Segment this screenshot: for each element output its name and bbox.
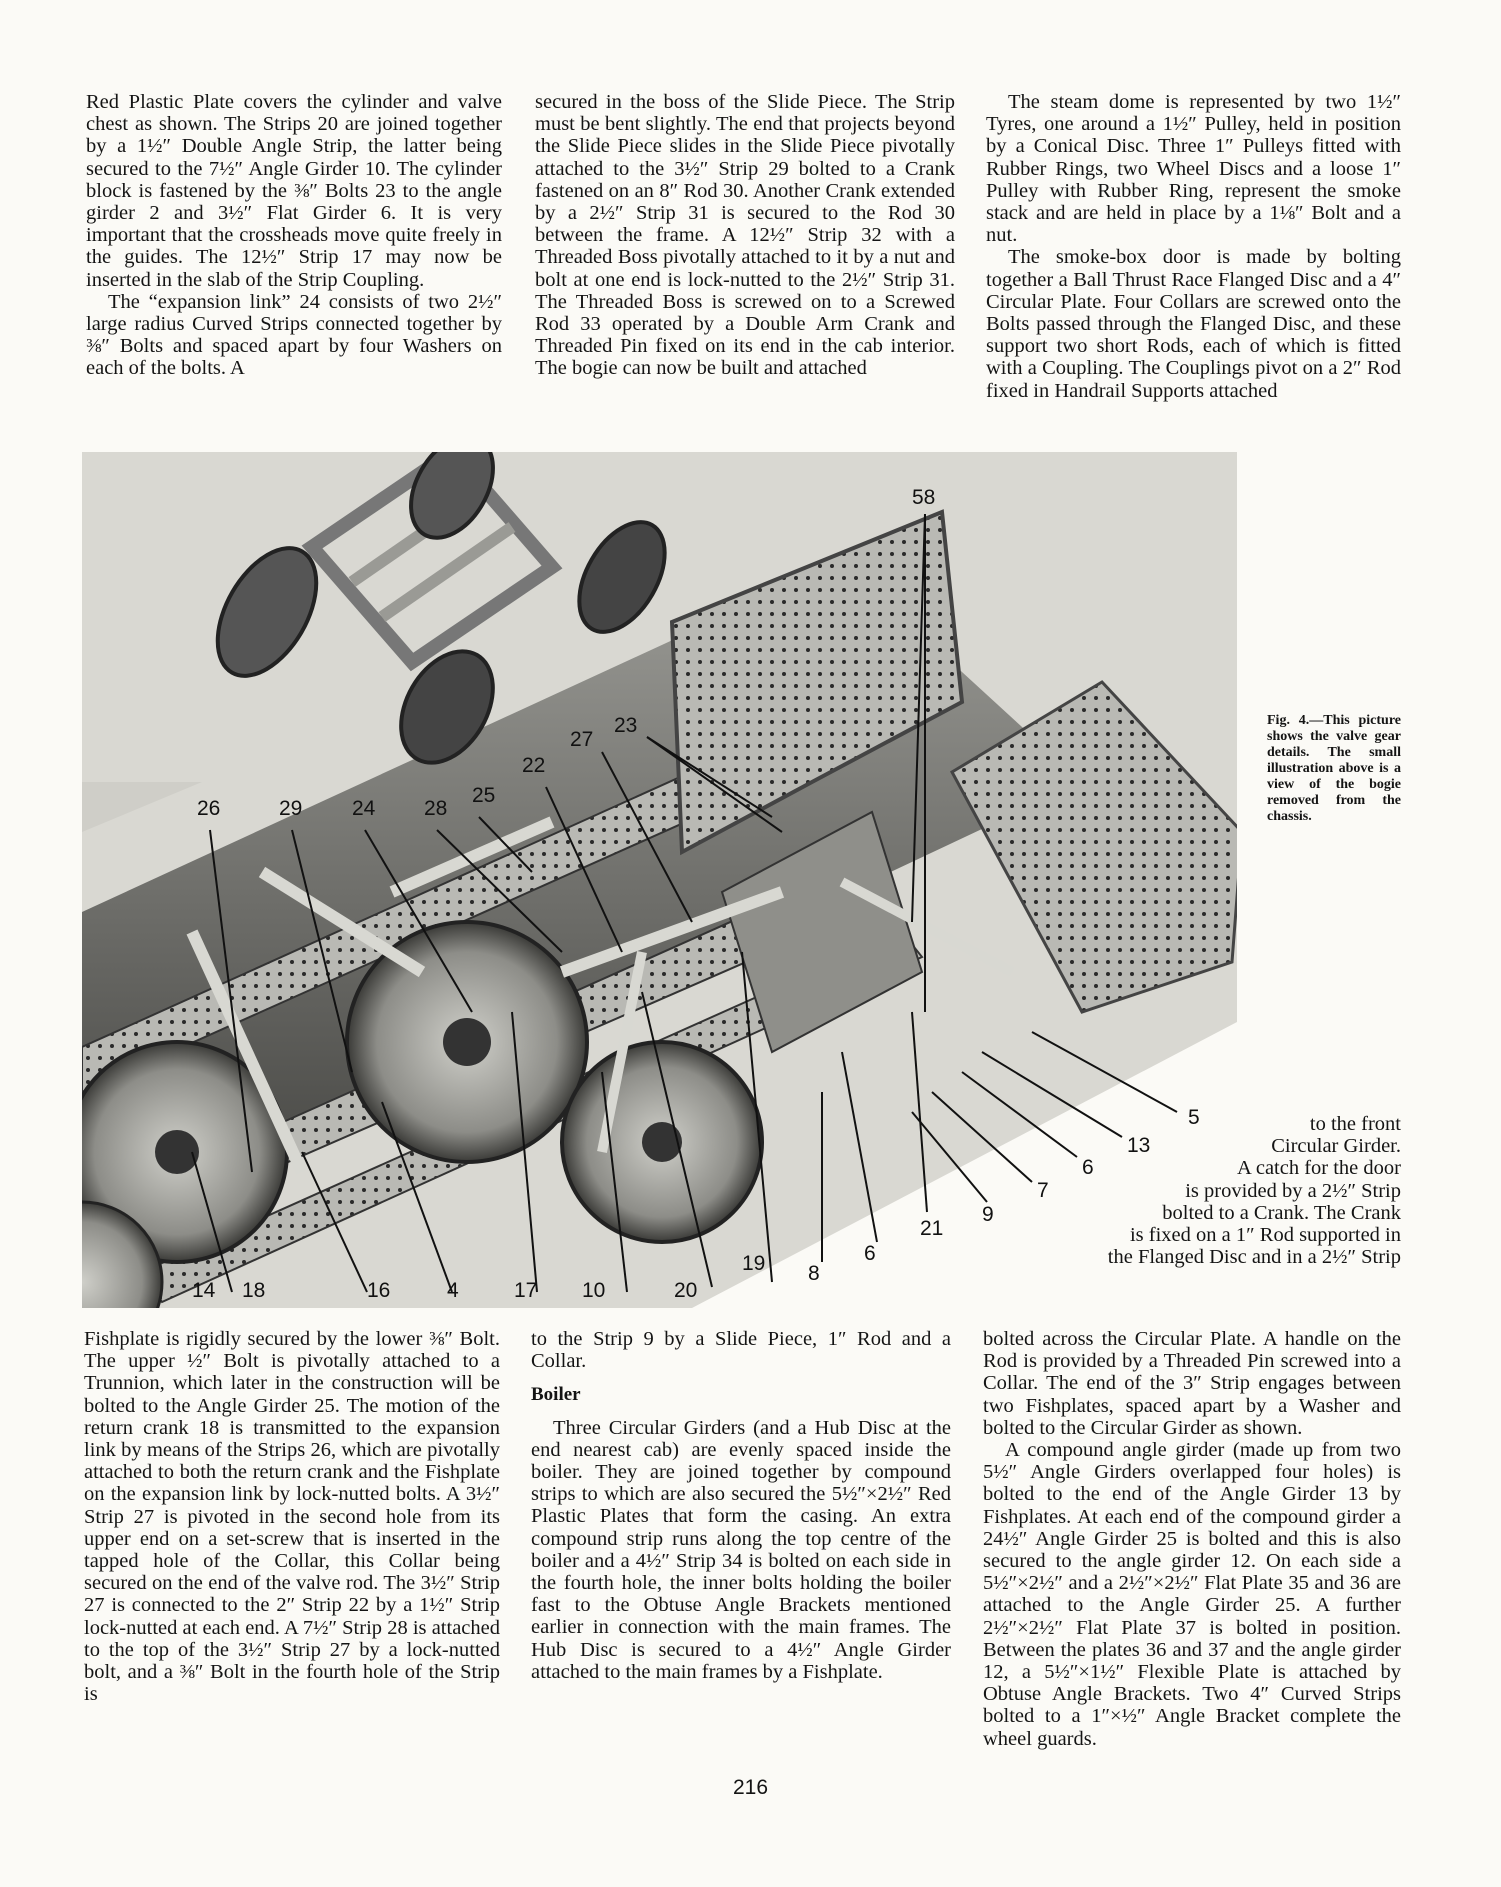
paragraph: The smoke-box door is made by bolting together a Ball Thrust Race Flanged Disc and a 4″ Circular Plate. Four Collars are screwed onto the Bolts passed through the Flanged Disc, and these support two short Rods, each of which is fitted with a Coupling. The Couplings pivot on a 2″ Rod fixed in Handrail Supports attached — [986, 246, 1401, 402]
paragraph: bolted across the Circular Plate. A handle on the Rod is provided by a Threaded Pin screwed into a Collar. The end of the 3″ Strip engages between two Fishplates, spaced apart by a Washer and bolted to the Circular Girder as shown. — [983, 1328, 1401, 1439]
callout-label: 6 — [864, 1242, 876, 1265]
text-line: is fixed on a 1″ Rod supported in — [1129, 1224, 1401, 1247]
text-line: A catch for the door — [1237, 1157, 1401, 1180]
callout-label: 7 — [1037, 1179, 1049, 1202]
callout-label: 58 — [912, 486, 936, 509]
paragraph: A compound angle girder (made up from two 5½″ Angle Girders overlapped four holes) is bolted to the end of the Angle Girder 13 by Fishplates. At each end of the compound girder a 24½″ Angle Girder 25 is bolted and this is also secured to the angle girder 12. On each side a 5½″×2½″ and a 2½″×2½″ Flat Plate 35 and 36 are attached to the Angle Girder 25. A further 2½″×2½″ Flat Plate 37 is bolted in position. Between the plates 36 and 37 and the angle girder 12, a 5½″×1½″ Flexible Plate is attached by Obtuse Angle Brackets. Two 4″ Curved Strips bolted to a 1″×½″ Angle Bracket complete the wheel guards. — [983, 1439, 1401, 1750]
callout-label: 17 — [514, 1279, 538, 1302]
callout-label: 6 — [1082, 1156, 1094, 1179]
column-bottom-right — [983, 1328, 1401, 1750]
text-line: is provided by a 2½″ Strip — [1185, 1179, 1401, 1202]
text-line: bolted to a Crank. The Crank — [1162, 1201, 1401, 1224]
callout-label: 27 — [570, 728, 594, 751]
callout-label: 16 — [367, 1279, 391, 1302]
callout-label: 26 — [197, 797, 221, 820]
column-bottom-left — [84, 1328, 500, 1705]
column-top-middle — [535, 91, 955, 380]
callout-label: 4 — [447, 1279, 459, 1302]
callout-label: 25 — [472, 784, 496, 807]
column-bottom-middle — [531, 1328, 951, 1683]
callout-label: 29 — [279, 797, 303, 820]
column-top-right — [986, 91, 1401, 402]
callout-label: 19 — [742, 1252, 766, 1275]
callout-label: 24 — [352, 797, 376, 820]
page-number: 216 — [732, 1776, 769, 1799]
callout-label: 18 — [242, 1279, 266, 1302]
section-heading: Boiler — [531, 1384, 581, 1406]
callout-label: 14 — [192, 1279, 216, 1302]
text-line: the Flanged Disc and in a 2½″ Strip — [1107, 1246, 1401, 1269]
callout-label: 22 — [522, 754, 546, 777]
callout-label: 20 — [674, 1279, 698, 1302]
figure-caption: Fig. 4.—This picture shows the valve gear details. The small illustration above is a view of the bogie removed from the chassis. — [1267, 713, 1401, 824]
paragraph: secured in the boss of the Slide Piece. The Strip must be bent slightly. The end that projects beyond the Slide Piece slides in the Slide Piece pivotally attached to the 3½″ Strip 29 bolted to a Crank fastened on an 8″ Rod 30. Another Crank extended by a 2½″ Strip 31 is secured to the Rod 30 between the frame. A 12½″ Strip 32 with a Threaded Boss pivotally attached to it by a nut and bolt at one end is lock-nutted to the 2½″ Strip 31. The Threaded Boss is screwed on to a Screwed Rod 33 operated by a Double Arm Crank and Threaded Pin fixed on its end in the cab interior. The bogie can now be built and attached — [535, 91, 955, 380]
callout-label: 23 — [614, 714, 638, 737]
column-top-left — [86, 91, 502, 380]
callout-label: 5 — [1188, 1106, 1200, 1129]
paragraph: Three Circular Girders (and a Hub Disc at the end nearest cab) are evenly spaced inside the boiler. They are joined together by compound strips to which are also secured the 5½″×2½″ Red Plastic Plates that form the casing. An extra compound strip runs along the top centre of the boiler and a 4½″ Strip 34 is bolted on each side in the fourth hole, the inner bolts holding the boiler fast to the Obtuse Angle Brackets mentioned earlier in connection with the main frames. The Hub Disc is secured to a 4½″ Angle Girder attached to the main frames by a Fishplate. — [531, 1416, 951, 1683]
paragraph: The “expansion link” 24 consists of two 2½″ large radius Curved Strips connected together by ⅜″ Bolts and spaced apart by four Washers on each of the bolts. A — [86, 290, 502, 380]
paragraph: to the Strip 9 by a Slide Piece, 1″ Rod and a Collar. — [531, 1328, 951, 1373]
callout-label: 13 — [1127, 1134, 1151, 1157]
paragraph: Red Plastic Plate covers the cylinder and valve chest as shown. The Strips 20 are joined together by a 1½″ Double Angle Strip, the latter being secured to the 7½″ Angle Girder 10. The cylinder block is fastened by the ⅜″ Bolts 23 to the angle girder 2 and 3½″ Flat Girder 6. It is very important that the crossheads move quite freely in the guides. The 12½″ Strip 17 may now be inserted in the slab of the Strip Coupling. — [86, 91, 502, 291]
callout-label: 8 — [808, 1262, 820, 1285]
callout-label: 28 — [424, 797, 448, 820]
text-line: to the front — [1309, 1113, 1401, 1135]
wrap-text — [1018, 1113, 1401, 1268]
paragraph: The steam dome is represented by two 1½″ Tyres, one around a 1½″ Pulley, held in position by a Conical Disc. Three 1″ Pulleys fitted with Rubber Rings, two Wheel Discs and a loose 1″ Pulley with Rubber Ring, represent the smoke stack and are held in place by a 1⅛″ Bolt and a nut. — [986, 91, 1401, 247]
text-line: Circular Girder. — [1271, 1135, 1401, 1158]
callout-label: 9 — [982, 1203, 994, 1226]
callout-label: 21 — [920, 1217, 944, 1240]
paragraph: Fishplate is rigidly secured by the lower ⅜″ Bolt. The upper ½″ Bolt is pivotally attached to a Trunnion, which later in the construction will be bolted to the Angle Girder 25. The motion of the return crank 18 is transmitted to the expansion link by means of the Strips 26, which are pivotally attached to both the return crank and the Fishplate on the expansion link by lock-nutted bolts. A 3½″ Strip 27 is pivoted in the second hole from its upper end on a set-screw that is inserted in the tapped hole of the Collar, this Collar being secured on the end of the valve rod. The 3½″ Strip 27 is connected to the 2″ Strip 22 by a 1½″ Strip lock-nutted at each end. A 7½″ Strip 28 is attached to the top of the 3½″ Strip 27 by a lock-nutted bolt, and a ⅜″ Bolt in the fourth hole of the Strip is — [84, 1328, 500, 1706]
callout-label: 10 — [582, 1279, 606, 1302]
